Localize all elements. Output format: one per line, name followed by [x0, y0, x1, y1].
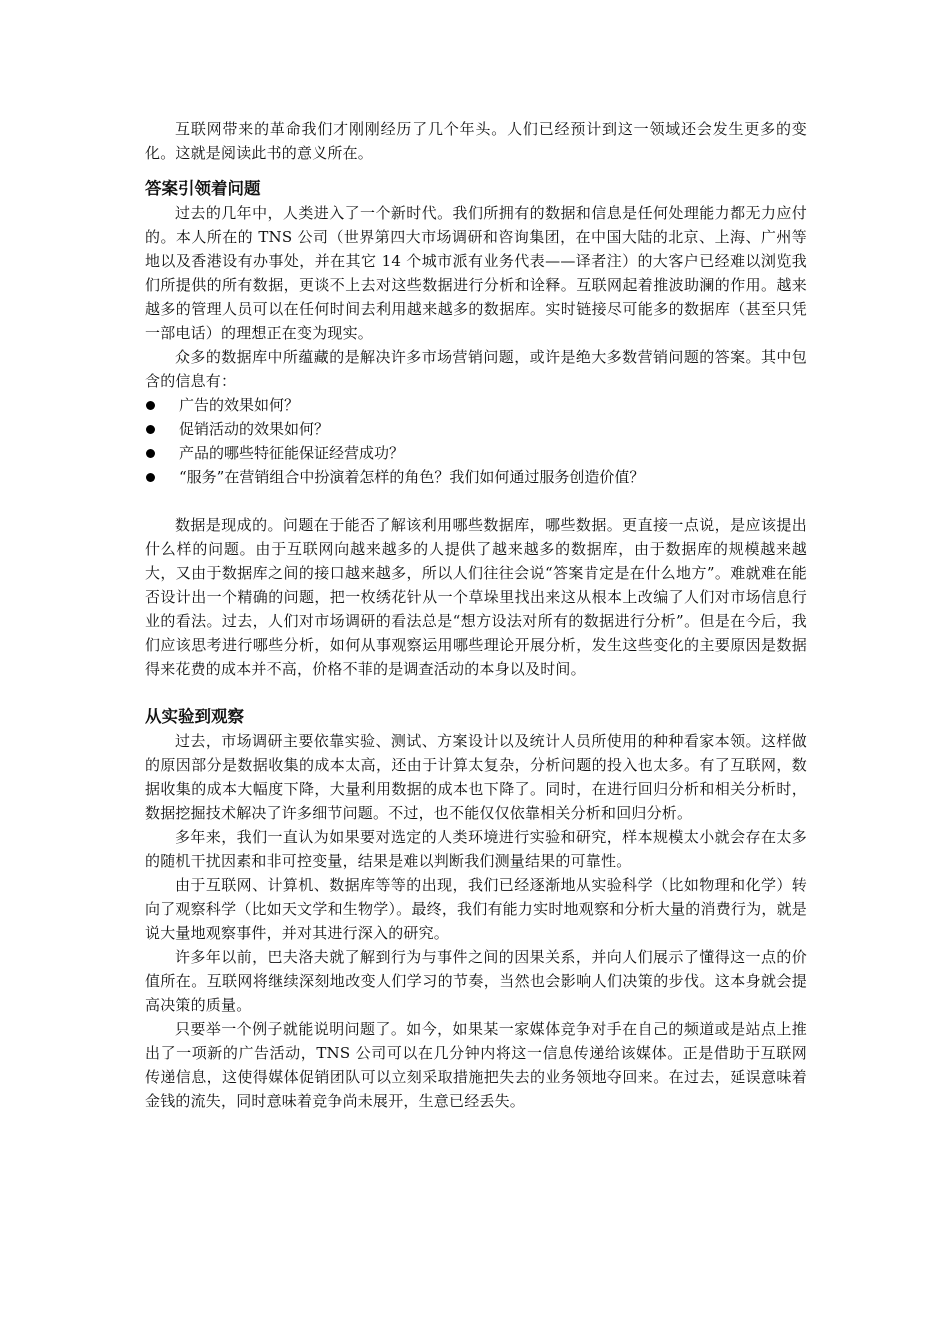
section1-paragraph-2: 众多的数据库中所蕴藏的是解决许多市场营销问题，或许是绝大多数营销问题的答案。其中包含的信息有： [145, 348, 807, 390]
section2-paragraph-2: 多年来，我们一直认为如果要对选定的人类环境进行实验和研究，样本规模太小就会存在太多的随机干扰因素和非可控变量，结果是难以判断我们测量结果的可靠性。 [145, 828, 807, 870]
document-page [145, 117, 807, 1113]
section-heading-answers-lead-questions: 答案引领着问题 [145, 179, 261, 198]
list-item-text: 广告的效果如何？ [179, 396, 300, 414]
section1-paragraph-1: 过去的几年中，人类进入了一个新时代。我们所拥有的数据和信息是任何处理能力都无力应付的。本人所在的 TNS 公司（世界第四大市场调研和咨询集团，在中国大陆的北京、上海、广州等地以及香港设有办事处，并在其它 14 个城市派有业务代表——译者注）的大客户已经难以浏览我们所提供的所有数据，更谈不上去对这些数据进行分析和诠释。互联网起着推波助澜的作用。越来越多的管理人员可以在任何时间去利用越来越多的数据库。实时链接尽可能多的数据库（甚至只凭一部电话）的理想正在变为现实。 [145, 204, 807, 342]
list-item-text: 促销活动的效果如何？ [179, 420, 330, 438]
section2-paragraph-5: 只要举一个例子就能说明问题了。如今，如果某一家媒体竞争对手在自己的频道或是站点上推出了一项新的广告活动，TNS 公司可以在几分钟内将这一信息传递给该媒体。正是借助于互联网传递信息，这使得媒体促销团队可以立刻采取措施把失去的业务领地夺回来。在过去，延误意味着金钱的流失，同时意味着竞争尚未展开，生意已经丢失。 [145, 1020, 807, 1110]
section-heading-experiment-to-observation: 从实验到观察 [145, 707, 244, 726]
bullet-list [145, 393, 807, 489]
list-item [145, 441, 807, 465]
list-item [145, 393, 807, 417]
section1-paragraph-3: 数据是现成的。问题在于能否了解该利用哪些数据库，哪些数据。更直接一点说，是应该提出什么样的问题。由于互联网向越来越多的人提供了越来越多的数据库，由于数据库的规模越来越大，又由于数据库之间的接口越来越多，所以人们往往会说“答案肯定是在什么地方”。难就难在能否设计出一个精确的问题，把一枚绣花针从一个草垛里找出来这从根本上改编了人们对市场信息行业的看法。过去，人们对市场调研的看法总是“想方设法对所有的数据进行分析”。但是在今后，我们应该思考进行哪些分析，如何从事观察运用哪些理论开展分析，发生这些变化的主要原因是数据得来花费的成本并不高，价格不菲的是调查活动的本身以及时间。 [145, 516, 807, 678]
bullet-icon [146, 425, 155, 434]
spacer [145, 165, 807, 177]
section2-paragraph-3: 由于互联网、计算机、数据库等等的出现，我们已经逐渐地从实验科学（比如物理和化学）转向了观察科学（比如天文学和生物学）。最终，我们有能力实时地观察和分析大量的消费行为，就是说大量地观察事件，并对其进行深入的研究。 [145, 876, 807, 942]
list-item-text: “服务”在营销组合中扮演着怎样的角色？我们如何通过服务创造价值？ [179, 468, 645, 486]
bullet-icon [146, 401, 155, 410]
bullet-icon [146, 473, 155, 482]
list-item-text: 产品的哪些特征能保证经营成功？ [179, 444, 405, 462]
list-item [145, 417, 807, 441]
intro-paragraph: 互联网带来的革命我们才刚刚经历了几个年头。人们已经预计到这一领域还会发生更多的变化。这就是阅读此书的意义所在。 [145, 120, 807, 162]
section2-paragraph-4: 许多年以前，巴夫洛夫就了解到行为与事件之间的因果关系，并向人们展示了懂得这一点的价值所在。互联网将继续深刻地改变人们学习的节奏，当然也会影响人们决策的步伐。这本身就会提高决策的质量。 [145, 948, 807, 1014]
bullet-icon [146, 449, 155, 458]
section2-paragraph-1: 过去，市场调研主要依靠实验、测试、方案设计以及统计人员所使用的种种看家本领。这样做的原因部分是数据收集的成本太高，还由于计算太复杂，分析问题的投入也太多。有了互联网，数据收集的成本大幅度下降，大量利用数据的成本也下降了。同时，在进行回归分析和相关分析时，数据挖掘技术解决了许多细节问题。不过，也不能仅仅依靠相关分析和回归分析。 [145, 732, 807, 822]
spacer [145, 489, 807, 513]
spacer [145, 681, 807, 705]
list-item [145, 465, 807, 489]
